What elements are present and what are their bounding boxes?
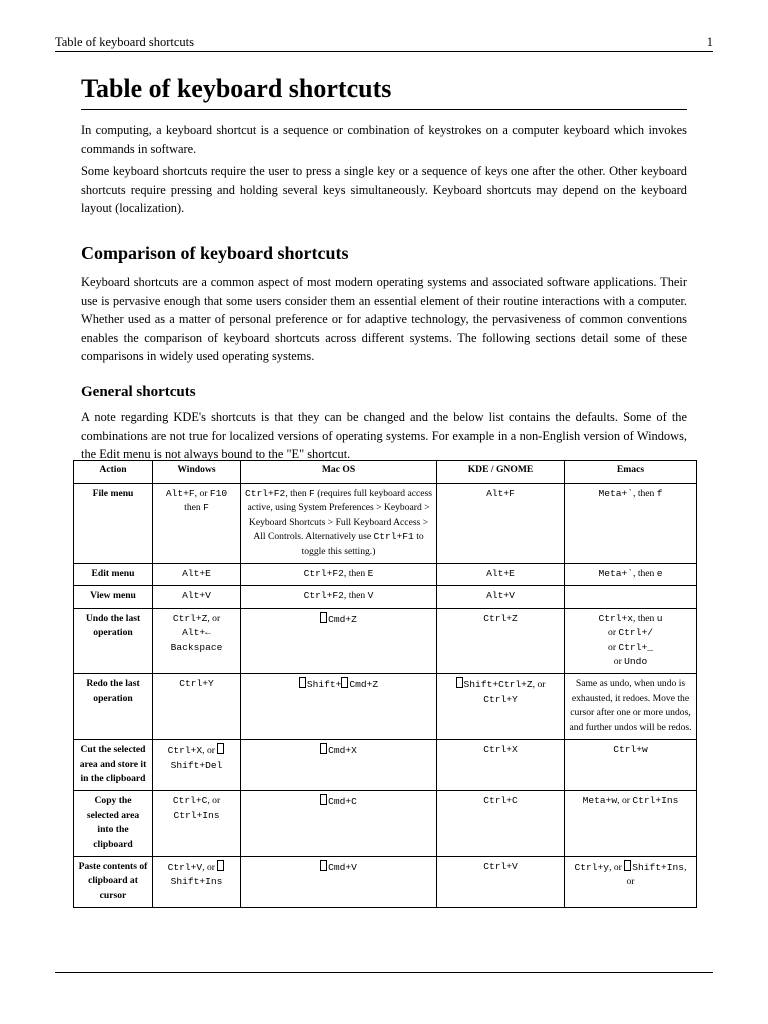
table-row [74,586,697,608]
command-key-icon [320,743,327,754]
windows-cell: Ctrl+Z, or Alt+← Backspace [153,608,241,674]
windows-cell: Ctrl+C, or Ctrl+Ins [153,791,241,857]
table-row [74,484,697,564]
footer-rule [55,972,713,973]
running-header-title: Table of keyboard shortcuts [55,35,195,49]
header-macos: Mac OS [241,461,437,484]
page-title: Table of keyboard shortcuts [81,72,687,110]
table-header-row [74,461,697,484]
kde-gnome-cell: Alt+F [437,484,565,564]
table-row [74,740,697,791]
windows-cell: Ctrl+X, or Shift+Del [153,740,241,791]
emacs-cell: Ctrl+y, or Shift+Ins, or [565,856,697,907]
table-row [74,608,697,674]
intro-paragraph-1: In computing, a keyboard shortcut is a sequence or combination of keystrokes on a computer keyboard which invokes commands in software. [81,123,687,156]
kde-gnome-cell: Shift+Ctrl+Z, or Ctrl+Y [437,674,565,740]
action-cell: File menu [74,484,153,564]
windows-cell: Ctrl+V, or Shift+Ins [153,856,241,907]
header-action: Action [74,461,153,484]
macos-cell: Ctrl+F2, then V [241,586,437,608]
shift-key-icon [624,860,631,871]
action-cell: View menu [74,586,153,608]
windows-cell: Alt+E [153,564,241,586]
shift-key-icon [217,743,224,754]
page-number: 1 [706,35,713,49]
windows-cell: Alt+V [153,586,241,608]
action-cell: Redo the last operation [74,674,153,740]
table-row [74,856,697,907]
header-emacs: Emacs [565,461,697,484]
comparison-paragraph: Keyboard shortcuts are a common aspect of most modern operating systems and associated software applications. Their use is pervasive enough that some users consider them an essential element of their routine interactions with a computer. Whether used as a matter of personal preference or for adaptive technology, the pervasiveness of common conventions enables the comparison of keyboard shortcuts across different systems. The following sections detail some of these comparisons in widely used operating systems. [81,274,687,364]
kde-gnome-cell: Ctrl+C [437,791,565,857]
header-kde-gnome: KDE / GNOME [437,461,565,484]
windows-cell: Ctrl+Y [153,674,241,740]
emacs-cell: Same as undo, when undo is exhausted, it redoes. Move the cursor after one or more undos, and further undos will be redos. [565,674,697,740]
shift-key-icon [299,677,306,688]
intro-paragraph-2: Some keyboard shortcuts require the user to press a single key or a sequence of keys one after the other. Other keyboard shortcuts require pressing and holding several keys simultaneously. Keyboard shortcuts may depend on the keyboard layout (localization). [81,164,687,216]
command-key-icon [341,677,348,688]
emacs-cell: Meta+`, then f [565,484,697,564]
macos-cell: Cmd+Z [241,608,437,674]
article-body [81,72,687,464]
emacs-cell: Meta+w, or Ctrl+Ins [565,791,697,857]
emacs-cell: Ctrl+x, then u or Ctrl+/ or Ctrl+_ or Undo [565,608,697,674]
windows-cell: Alt+F, or F10 then F [153,484,241,564]
action-cell: Copy the selected area into the clipboard [74,791,153,857]
subsection-heading-general: General shortcuts [81,383,196,400]
kde-gnome-cell: Alt+E [437,564,565,586]
command-key-icon [320,794,327,805]
section-heading-comparison: Comparison of keyboard shortcuts [81,242,349,263]
kde-gnome-cell: Ctrl+X [437,740,565,791]
macos-cell: Cmd+V [241,856,437,907]
macos-cell: Cmd+C [241,791,437,857]
shortcuts-table [73,460,697,908]
kde-gnome-cell: Ctrl+Z [437,608,565,674]
table-row [74,791,697,857]
macos-cell: Shift+ Cmd+Z [241,674,437,740]
action-cell: Cut the selected area and store it in the clipboard [74,740,153,791]
emacs-cell: Meta+`, then e [565,564,697,586]
macos-cell: Cmd+X [241,740,437,791]
emacs-cell: Ctrl+w [565,740,697,791]
command-key-icon [320,612,327,623]
kde-gnome-cell: Alt+V [437,586,565,608]
general-shortcuts-paragraph: A note regarding KDE's shortcuts is that they can be changed and the below list contains the defaults. Some of the combinations are not true for localized versions of operating systems. For example in a non-English version of Windows, the Edit menu is not always bound to the "E" shortcut. [81,409,687,462]
macos-cell: Ctrl+F2, then F (requires full keyboard access active, using System Preferences > Keyboard > Keyboard Shortcuts > Full Keyboard Access > All Controls. Alternatively use Ctrl+F1 to toggle this setting.) [241,484,437,564]
emacs-cell [565,586,697,608]
command-key-icon [320,860,327,871]
action-cell: Edit menu [74,564,153,586]
action-cell: Undo the last operation [74,608,153,674]
shift-key-icon [456,677,463,688]
table-row [74,674,697,740]
running-header [55,34,713,52]
macos-cell: Ctrl+F2, then E [241,564,437,586]
table-row [74,564,697,586]
shift-key-icon [217,860,224,871]
action-cell: Paste contents of clipboard at cursor [74,856,153,907]
header-windows: Windows [153,461,241,484]
kde-gnome-cell: Ctrl+V [437,856,565,907]
